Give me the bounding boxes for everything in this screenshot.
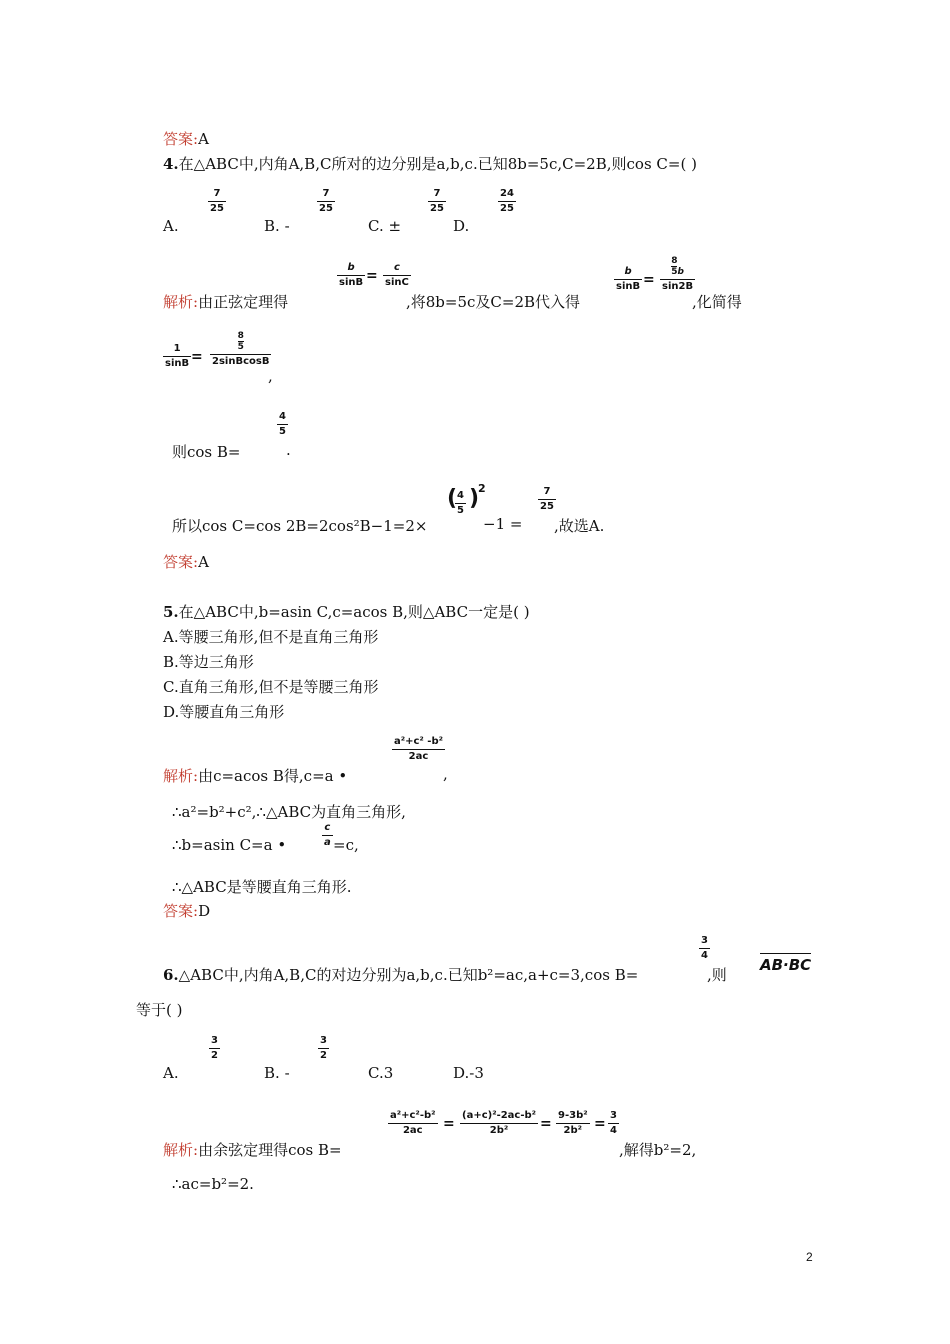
- q4-option-c-fraction: 7 25: [430, 188, 444, 214]
- q6-option-a-label: A.: [163, 1064, 179, 1082]
- q6-option-d: D.-3: [453, 1064, 484, 1082]
- q4-frac-1-sinb: 1 sinB: [165, 343, 190, 369]
- q6-solution-line1-tail: ,解得b²=2,: [619, 1141, 697, 1159]
- q5-answer: D: [198, 902, 211, 920]
- q4-frac-8-5b-sin2b: 8 5b sin2B: [662, 256, 694, 292]
- equals-sign: =: [643, 272, 655, 288]
- q6-stem: 6.△ABC中,内角A,B,C的对边分别为a,b,c.已知b²=ac,a+c=3,cos B=: [163, 966, 639, 984]
- q4-cosc-end: ,故选A.: [554, 517, 605, 535]
- q5-answer-line: 答案:D: [163, 902, 211, 920]
- right-paren: ): [469, 486, 480, 511]
- q4-cosc-result: 7 25: [540, 486, 554, 512]
- q4-option-a-label: A.: [163, 217, 179, 235]
- q4-stem: [163, 153, 697, 174]
- q6-fraction-1: a²+c²-b² 2ac: [390, 1110, 436, 1136]
- answer-label: 答案: [163, 130, 194, 148]
- q6-stem-tail: ,则: [707, 966, 727, 984]
- period: .: [286, 441, 291, 459]
- q5-solution-line3: ∴b=asin C=a •: [172, 836, 287, 854]
- q5-option-b: B.等边三角形: [163, 653, 254, 671]
- page-number: 2: [806, 1250, 813, 1264]
- q4-option-b-label: B. -: [264, 217, 290, 235]
- q4-cosc-text: 所以cos C=cos 2B=2cos²B−1=2×: [172, 517, 428, 535]
- equals-sign: =: [191, 349, 203, 365]
- q5-solution-line4: ∴△ABC是等腰直角三角形.: [172, 878, 352, 896]
- square-exponent: 2: [478, 482, 486, 495]
- q4-solution-line1-mid: ,将8b=5c及C=2B代入得: [406, 293, 581, 311]
- q4-frac-c-sinc: c sinC: [385, 262, 409, 288]
- q6-three-quarters: 3 4: [701, 935, 708, 961]
- q3-answer-line: 答案:A: [163, 130, 209, 148]
- q4-option-a-fraction: 7 25: [210, 188, 224, 214]
- q4-solution-line1-end: ,化简得: [692, 293, 742, 311]
- q5-solution-line2: ∴a²=b²+c²,∴△ABC为直角三角形,: [172, 803, 406, 821]
- q4-four-fifths: 4 5: [457, 490, 464, 516]
- q5-cosine-fraction: a²+c² -b² 2ac: [394, 736, 443, 762]
- equals-sign: =: [540, 1116, 552, 1132]
- q6-solution-line2: ∴ac=b²=2.: [172, 1175, 254, 1193]
- q4-solution-line1: 解析:由正弦定理得: [163, 293, 289, 311]
- q6-option-b-fraction: 3 2: [320, 1035, 327, 1061]
- q5-solution-line3-tail: =c,: [333, 836, 359, 854]
- q6-fraction-3: 9-3b² 2b²: [558, 1110, 588, 1136]
- q5-stem: 5.在△ABC中,b=asin C,c=acos B,则△ABC一定是( ): [163, 603, 530, 621]
- q6-vector-product: AB·BC: [760, 956, 812, 974]
- q5-solution-line1: 解析:由c=acos B得,c=a •: [163, 767, 348, 785]
- q6-option-b-label: B. -: [264, 1064, 290, 1082]
- q5-option-d: D.等腰直角三角形: [163, 703, 285, 721]
- equals-sign: =: [443, 1116, 455, 1132]
- q5-c-over-a: c a: [324, 822, 331, 848]
- analysis-label: 解析: [163, 293, 194, 311]
- q4-cosb-text: 则cos B=: [172, 443, 241, 461]
- q4-stem-text: 在△ABC中,内角A,B,C所对的边分别是a,b,c.已知8b=5c,C=2B,则cos C=( ): [178, 155, 697, 173]
- q4-frac-b-sinb: b sinB: [339, 262, 364, 288]
- q6-fraction-4: 3 4: [610, 1110, 617, 1136]
- q6-stem-line2: 等于( ): [136, 1001, 183, 1019]
- left-paren: (: [447, 486, 458, 511]
- equals-sign: =: [366, 268, 378, 284]
- q6-solution-line1: 解析:由余弦定理得cos B=: [163, 1141, 342, 1159]
- q4-option-c-label: C. ±: [368, 217, 402, 235]
- q4-answer-line: 答案:A: [163, 553, 209, 571]
- q4-option-d-label: D.: [453, 217, 470, 235]
- q4-number: 4.: [163, 155, 179, 173]
- q3-answer: A: [198, 130, 209, 148]
- q4-option-d-fraction: 24 25: [500, 188, 514, 214]
- q5-option-c: C.直角三角形,但不是等腰三角形: [163, 678, 379, 696]
- equals-sign: =: [594, 1116, 606, 1132]
- q4-frac-8-5-2sinbcosb: 8 5 2sinBcosB: [212, 331, 270, 367]
- q5-option-a: A.等腰三角形,但不是直角三角形: [163, 628, 379, 646]
- q4-answer: A: [198, 553, 209, 571]
- q6-option-c: C.3: [368, 1064, 394, 1082]
- comma: ,: [443, 765, 448, 783]
- q4-cosc-tail: −1 =: [483, 515, 523, 533]
- q4-cosb-fraction: 4 5: [279, 411, 286, 437]
- q6-fraction-2: (a+c)²-2ac-b² 2b²: [462, 1110, 537, 1136]
- q4-frac-b-sinb-2: b sinB: [616, 266, 641, 292]
- comma: ,: [268, 367, 273, 385]
- q6-option-a-fraction: 3 2: [211, 1035, 218, 1061]
- q4-option-b-fraction: 7 25: [319, 188, 333, 214]
